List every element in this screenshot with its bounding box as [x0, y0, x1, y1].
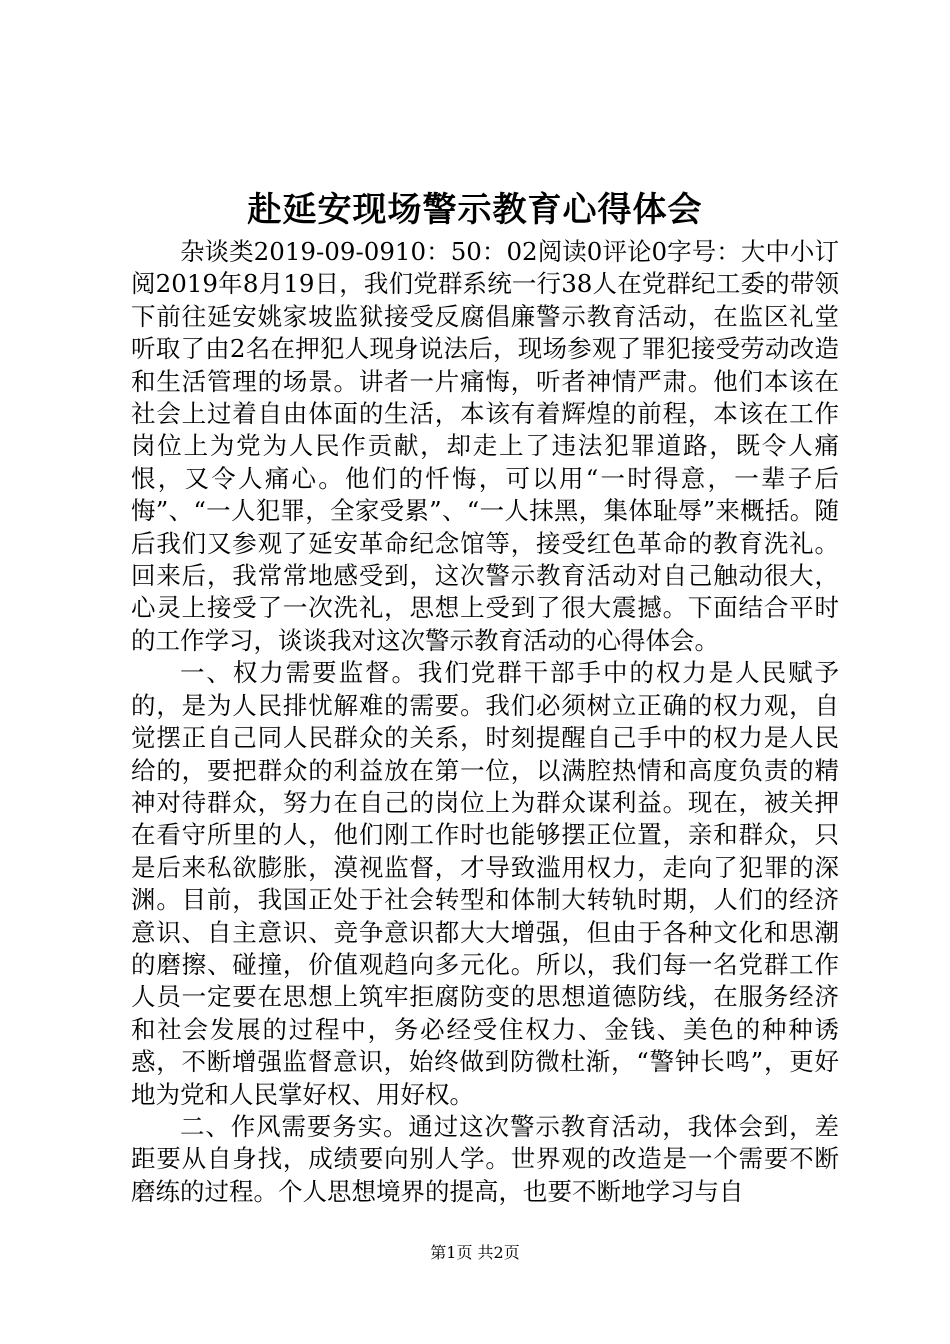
page-title: 赴延安现场警示教育心得体会: [247, 190, 703, 230]
page-footer: 第1页 共2页: [430, 1243, 520, 1262]
paragraph-section-2: 二、作风需要务实。通过这次警示教育活动，我体会到，差距要从自身找，成绩要向别人学。世界观的改造是一个需要不断磨练的过程。个人思想境界的提高，也要不断地学习与自: [131, 1111, 839, 1206]
paragraph-intro: 杂谈类2019-09-0910：50：02阅读0评论0字号：大中小订阅2019年8月19日，我们党群系统一行38人在党群纪工委的带领下前往延安姚家坡监狱接受反腐倡廉警示教育活动，在监区礼堂听取了由2名在押犯人现身说法后，现场参观了罪犯接受劳动改造和生活管理的场景。讲者一片痛悔，听者神情严肃。他们本该在社会上过着自由体面的生活，本该有着辉煌的前程，本该在工作岗位上为党为人民作贡献，却走上了违法犯罪道路，既令人痛恨，又令人痛心。他们的忏悔，可以用“一时得意，一辈子后悔”、“一人犯罪，全家受累”、“一人抹黑，集体耻辱”来概括。随后我们又参观了延安革命纪念馆等，接受红色革命的教育洗礼。回来后，我常常地感受到，这次警示教育活动对自己触动很大，心灵上接受了一次洗礼，思想上受到了很大震撼。下面结合平时的工作学习，谈谈我对这次警示教育活动的心得体会。: [131, 237, 839, 655]
paragraph-section-1: 一、权力需要监督。我们党群干部手中的权力是人民赋予的，是为人民排忧解难的需要。我们必须树立正确的权力观，自觉摆正自己同人民群众的关系，时刻提醒自己手中的权力是人民给的，要把群众的利益放在第一位，以满腔热情和高度负责的精神对待群众，努力在自己的岗位上为群众谋利益。现在，被关押在看守所里的人，他们刚工作时也能够摆正位置，亲和群众，只是后来私欲膨胀，漠视监督，才导致滥用权力，走向了犯罪的深渊。目前，我国正处于社会转型和体制大转轨时期，人们的经济意识、自主意识、竞争意识都大大增强，但由于各种文化和思潮的磨擦、碰撞，价值观趋向多元化。所以，我们每一名党群工作人员一定要在思想上筑牢拒腐防变的思想道德防线，在服务经济和社会发展的过程中，务必经受住权力、金钱、美色的种种诱惑，不断增强监督意识，始终做到防微杜渐，“警钟长鸣”，更好地为党和人民掌好权、用好权。: [131, 658, 839, 1109]
document-body: [131, 236, 839, 1208]
